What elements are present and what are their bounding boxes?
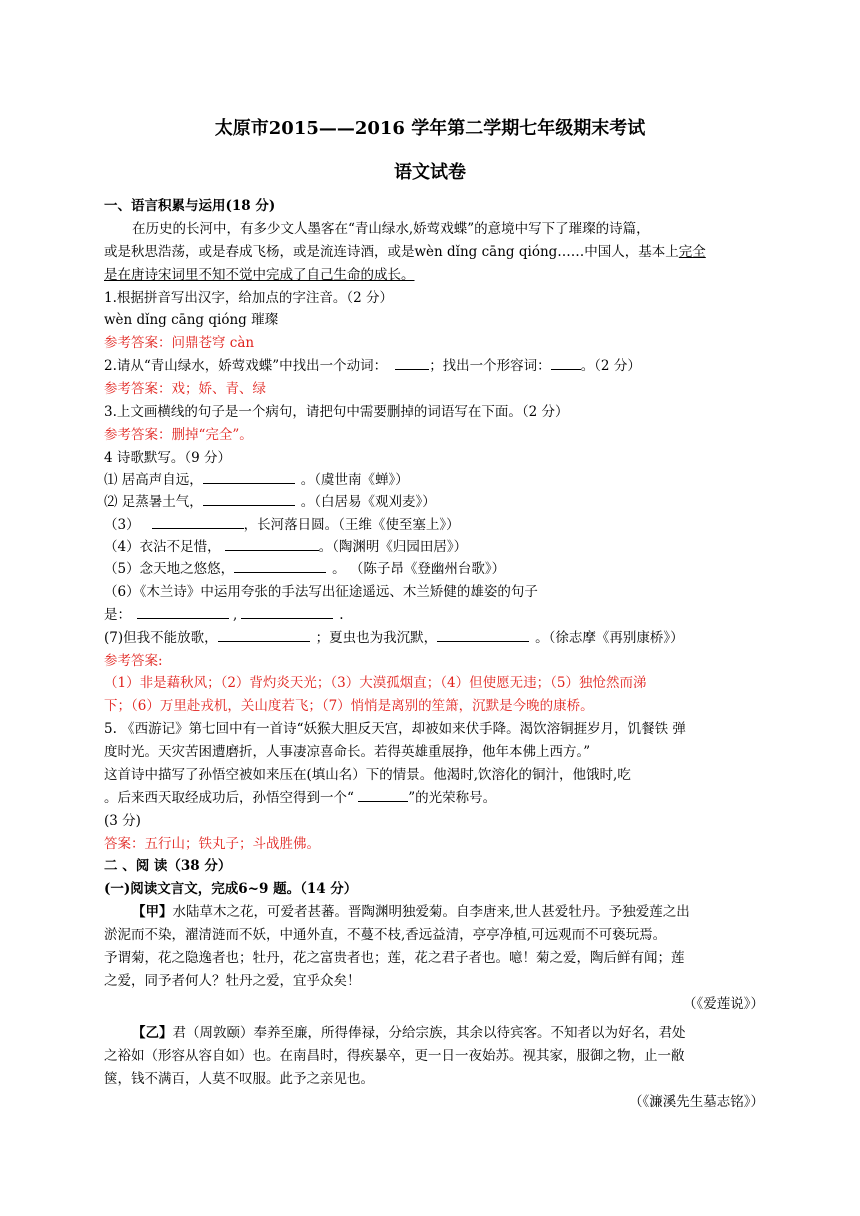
- item-4-text: （4）衣沾不足惜，: [104, 539, 221, 555]
- question-2-part-a: 2.请从“青山绿水，娇莺戏蝶”中找出一个动词：: [104, 358, 388, 374]
- question-5-text-b: ”的光荣称号。: [408, 790, 497, 806]
- question-5-line-3: 这首诗中描写了孙悟空被如来压在(填山名）下的情景。他渴时,饮溶化的铜汁，他饿时,吃: [104, 767, 631, 783]
- answer-blank: [395, 355, 429, 370]
- answer-blank: [152, 514, 244, 529]
- item-3-source: ，长河落日圆。（王维《使至塞上》）: [243, 517, 460, 533]
- question-4-item-6-answer-line: [104, 604, 764, 626]
- passage-jia-label: 【甲】: [132, 904, 173, 920]
- passage-jia-source: （《爱莲说》）: [683, 996, 764, 1012]
- intro-line-2: [104, 241, 764, 263]
- item-4-source: 。（陶渊明《归园田居》）: [318, 539, 468, 555]
- answer-blank: [437, 627, 529, 642]
- answer-blank: [551, 355, 581, 370]
- question-4-answer-label: 参考答案:: [104, 653, 163, 669]
- section1-heading: 一、语言积累与运用(18 分): [104, 198, 276, 214]
- question-2: [104, 355, 764, 377]
- question-2-answer: 参考答案：戏；娇、青、绿: [104, 381, 266, 397]
- answer-blank: [225, 536, 319, 551]
- question-4-item-6: （6）《木兰诗》中运用夸张的手法写出征途遥远、木兰矫健的雄姿的句子: [104, 584, 538, 600]
- question-4: 4 诗歌默写。（9 分）: [104, 450, 232, 466]
- passage-jia-line-1: [104, 901, 792, 923]
- question-4-item-3: [104, 514, 764, 536]
- item-7-text-b: ；夏虫也为我沉默，: [315, 630, 438, 646]
- intro-line-1: 在历史的长河中，有多少文人墨客在“青山绿水,娇莺戏蝶”的意境中写下了璀璨的诗篇，: [132, 221, 650, 237]
- period: .: [339, 607, 344, 623]
- page-subtitle: 语文试卷: [394, 162, 466, 183]
- item-6-label: 是：: [104, 607, 131, 623]
- question-5-score: (3 分): [104, 813, 141, 829]
- answer-blank: [137, 604, 229, 619]
- item-2-text: ⑵ 足蒸暑土气，: [104, 494, 203, 510]
- item-2-source: 。（白居易《观刈麦》）: [300, 494, 436, 510]
- question-2-part-c: 。（2 分）: [580, 358, 641, 374]
- comma: ,: [233, 607, 238, 623]
- passage-jia-line-4: 之爱，同予者何人？牡丹之爱，宜乎众矣！: [104, 973, 361, 989]
- passage-yi-label: 【乙】: [132, 1025, 173, 1041]
- answer-blank: [241, 604, 333, 619]
- question-2-part-b: ；找出一个形容词：: [429, 358, 551, 374]
- passage-jia-line-2: 淤泥而不染，濯清涟而不妖，中通外直，不蔓不枝,香远益清，亭亭净植,可远观而不可亵玩焉。: [104, 927, 667, 943]
- question-1-pinyin: wèn dǐng cāng qióng 璀璨: [104, 312, 279, 328]
- question-4-item-2: [104, 491, 764, 513]
- intro-line-3: 是在唐诗宋词里不知不觉中完成了自己生命的成长。: [104, 267, 415, 283]
- passage-yi-line-1: [104, 1022, 792, 1044]
- passage-jia-line-3: 予谓菊，花之隐逸者也；牡丹，花之富贵者也；莲，花之君子者也。噫！菊之爱，陶后鲜有闻；莲: [104, 950, 685, 966]
- question-4-item-7: [104, 627, 764, 649]
- question-5-line-4: [104, 787, 764, 809]
- answer-blank: [218, 627, 310, 642]
- item-5-source: 。 （陈子昂《登幽州台歌》）: [332, 561, 506, 577]
- item-1-text: ⑴ 居高声自远，: [104, 472, 203, 488]
- question-4-item-5: [104, 558, 764, 580]
- answer-blank: [203, 469, 295, 484]
- question-3-answer: 参考答案：删掉“完全”。: [104, 427, 253, 443]
- item-3-text: （3）: [104, 517, 140, 533]
- passage-yi-line-3: 箧，钱不满百，人莫不叹服。此予之亲见也。: [104, 1071, 374, 1087]
- section2-heading: 二 、阅 读（38 分）: [104, 858, 232, 874]
- passage-jia-text-1: 水陆草木之花，可爱者甚蕃。晋陶渊明独爱菊。自李唐来,世人甚爱牡丹。予独爱莲之出: [172, 904, 690, 920]
- question-5-answer: 答案：五行山；铁丸子；斗战胜佛。: [104, 836, 320, 852]
- answer-blank: [203, 491, 295, 506]
- item-1-source: 。（虞世南《蝉》）: [300, 472, 409, 488]
- page-title: 太原市2015——2016 学年第二学期七年级期末考试: [214, 118, 646, 139]
- item-7-text-a: (7)但我不能放歌，: [104, 630, 218, 646]
- question-3: 3.上文画横线的句子是一个病句，请把句中需要删掉的词语写在下面。（2 分）: [104, 404, 569, 420]
- question-5-text-a: 。后来西天取经成功后，孙悟空得到一个“: [104, 790, 359, 806]
- question-4-item-1: [104, 469, 764, 491]
- question-4-answer-2: 下；（6）万里赴戎机，关山度若飞；（7）悄悄是离别的笙箫，沉默是今晚的康桥。: [104, 698, 594, 714]
- item-5-text: （5）念天地之悠悠，: [104, 561, 235, 577]
- question-5-line-1: 5. 《西游记》第七回中有一首诗“妖猴大胆反天宫，却被如来伏手降。渴饮溶铜捱岁月，饥餐铁 弹: [104, 721, 686, 737]
- answer-blank: [234, 558, 326, 573]
- passage-yi-text-1: 君（周敦颐）奉养至廉，所得俸禄，分给宗族，其余以待宾客。不知者以为好名，君处: [172, 1025, 686, 1041]
- item-7-source: 。（徐志摩《再别康桥》）: [535, 630, 684, 646]
- passage-yi-line-2: 之裕如（形容从容自如）也。在南昌时，得疾暴卒，更一日一夜始苏。视其家，服御之物，止一敝: [104, 1048, 685, 1064]
- passage-yi-source: （《濂溪先生墓志铭》）: [629, 1094, 764, 1110]
- intro-line-2-text: 或是秋思浩荡，或是春成飞杨，或是流连诗酒，或是wèn dǐng cāng qióng……中国人，基本上: [104, 244, 679, 260]
- answer-blank: [358, 787, 408, 802]
- section2-subheading: (一)阅读文言文，完成6~9 题。（14 分）: [104, 881, 358, 897]
- underlined-text-start: 完全: [678, 244, 706, 260]
- question-4-answer-1: （1）非是藉秋风；（2）背灼炎天光；（3）大漠孤烟直；（4）但使愿无违；（5）独怆然而涕: [104, 675, 647, 691]
- question-1-answer: 参考答案：问鼎苍穹 càn: [104, 335, 255, 351]
- question-4-item-4: [104, 536, 764, 558]
- question-1: 1.根据拼音写出汉字，给加点的字注音。（2 分）: [104, 290, 394, 306]
- question-5-line-2: 度时光。天灾苦困遭磨折，人事凄凉喜命长。若得英雄重展挣，他年本佛上西方。”: [104, 744, 591, 760]
